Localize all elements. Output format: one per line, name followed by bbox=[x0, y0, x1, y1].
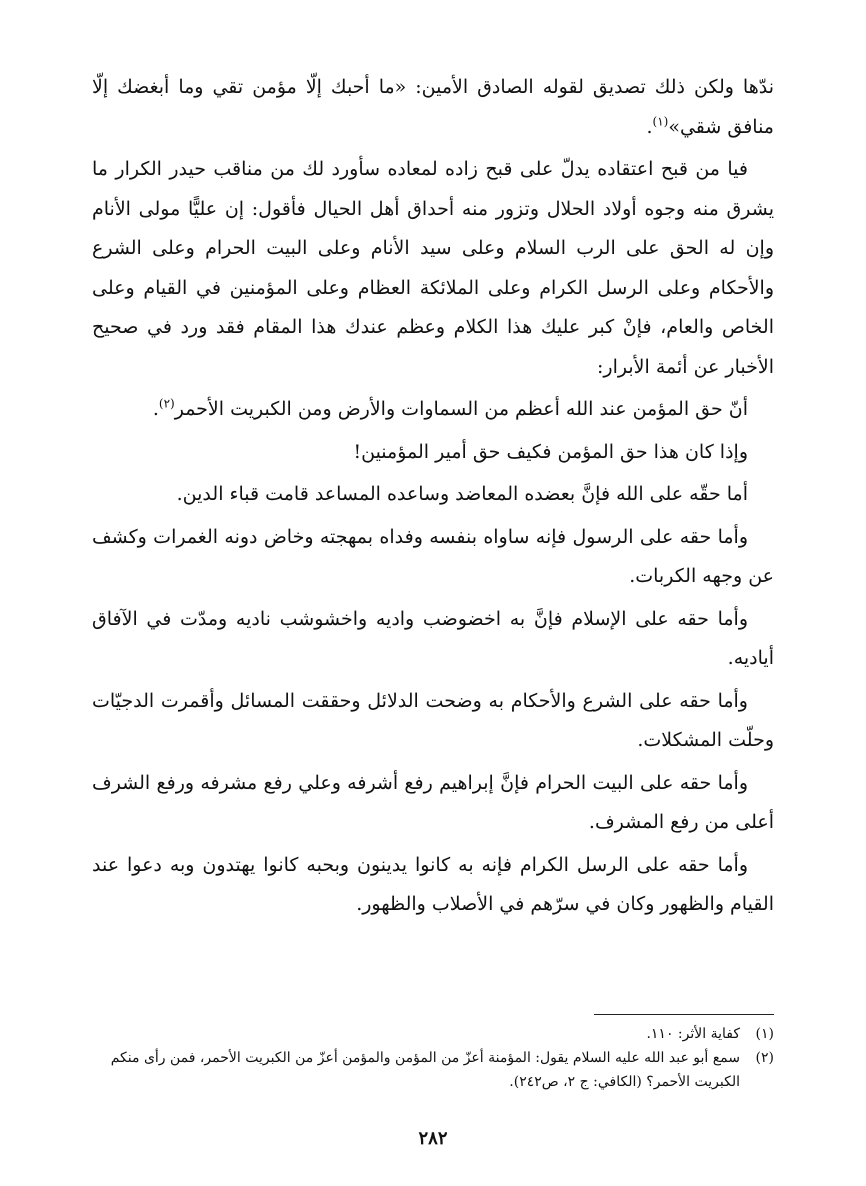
paragraph-7: وأما حقه على الإسلام فإنَّ به اخضوضب واديه واخشوشب ناديه ومدّت في الآفاق أياديه. bbox=[92, 607, 774, 669]
paragraph-8: وأما حقه على الشرع والأحكام به وضحت الدلائل وحققت المسائل وأقمرت الدجيّات وحلّت المشكلات. bbox=[92, 689, 774, 751]
page-number: ٢٨٢ bbox=[418, 1128, 448, 1149]
main-text bbox=[92, 68, 774, 928]
footnote-divider bbox=[594, 1014, 774, 1015]
footnote-text: كفاية الأثر: ١١٠. bbox=[646, 1026, 740, 1042]
footnote-ref-2[interactable]: (٢) bbox=[158, 396, 175, 411]
paragraph-6: وأما حقه على الرسول فإنه ساواه بنفسه وفداه بمهجته وخاض دونه الغمرات وكشف عن وجهه الكربات. bbox=[92, 525, 774, 587]
paragraph-4: وإذا كان هذا حق المؤمن فكيف حق أمير المؤمنين! bbox=[353, 440, 748, 463]
footnote-number: (٢) bbox=[755, 1050, 774, 1066]
paragraph-10: وأما حقه على الرسل الكرام فإنه به كانوا يدينون وبحبه كانوا يهتدون وبه دعوا عند القيام والظهور وكان في سرّهم في الأصلاب والظهور. bbox=[92, 853, 774, 915]
footnote-text: سمع أبو عبد الله عليه السلام يقول: المؤمنة أعزّ من المؤمن والمؤمن أعزّ من الكبريت الأحمر، فمن رأى منكم الكبريت الأحمر؟ (الكافي: ج ٢، ص٢٤٢). bbox=[110, 1050, 740, 1090]
footnote-ref-1[interactable]: (١) bbox=[652, 114, 669, 129]
paragraph-2: فيا من قبح اعتقاده يدلّ على قبح زاده لمعاده سأورد لك من مناقب حيدر الكرار ما يشرق منه وجوه أولاد الحلال وتزور منه أحداق أهل الحيال فأقول: إن عليًّا مولى الأنام وإن له الحق على الرب السلام وعلى سيد الأنام وعلى البيت الحرام وعلى الشرع والأحكام وعلى الرسل الكرام وعلى الملائكة العظام وعلى المؤمنين في القيام وعلى الخاص والعام، فإنْ كبر عليك هذا الكلام وعظم عندك هذا المقام فقد ورد في صحيح الأخبار عن أئمة الأبرار: bbox=[92, 158, 774, 378]
footnote-number: (١) bbox=[755, 1026, 774, 1042]
footnote-2 bbox=[92, 1046, 774, 1094]
paragraph-3: أنّ حق المؤمن عند الله أعظم من السماوات والأرض ومن الكبريت الأحمر$^{(٢)}$. bbox=[152, 396, 748, 420]
footnotes bbox=[92, 1022, 774, 1094]
paragraph-9: وأما حقه على البيت الحرام فإنَّ إبراهيم رفع أشرفه وعلي رفع مشرفه ورفع الشرف أعلى من رفع المشرف. bbox=[92, 771, 774, 833]
paragraph-5: أما حقّه على الله فإنَّ بعضده المعاضد وساعده المساعد قامت قباء الدين. bbox=[176, 483, 748, 505]
footnote-1 bbox=[92, 1022, 774, 1046]
paragraph-1: ندّها ولكن ذلك تصديق لقوله الصادق الأمين: «ما أحبك إلّا مؤمن تقي وما أبغضك إلّا منافق شقي»$^{(١)}$. bbox=[92, 76, 774, 138]
